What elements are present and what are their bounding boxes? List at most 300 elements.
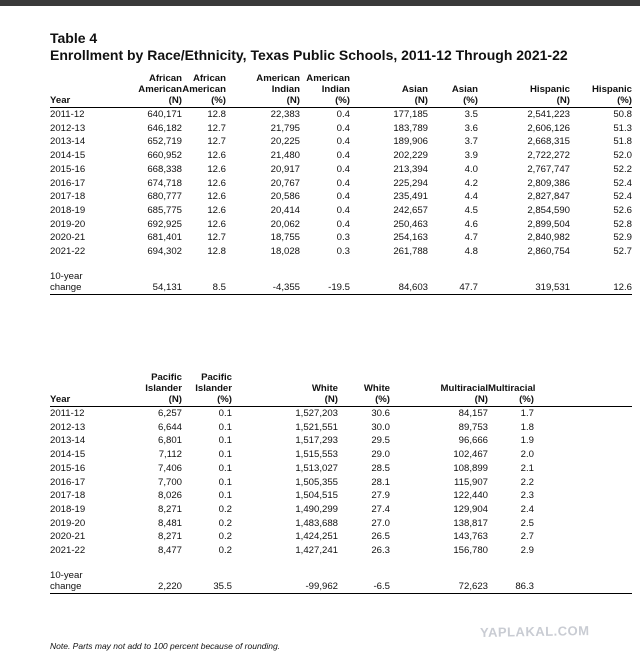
- header-line: (%): [211, 95, 226, 106]
- data-cell: 52.4: [613, 177, 632, 189]
- header-line: American: [256, 73, 300, 84]
- header-line: African: [148, 73, 182, 84]
- year-cell: 2011-12: [50, 109, 85, 120]
- data-cell: 6,257: [157, 408, 182, 419]
- data-cell: 2.7: [520, 531, 534, 543]
- table-row: [50, 177, 632, 191]
- data-cell: 254,163: [393, 232, 428, 244]
- change-value: 84,603: [350, 271, 428, 295]
- data-cell: 183,789: [393, 122, 428, 134]
- table-row: [50, 462, 632, 476]
- change-value: 47.7: [428, 271, 478, 295]
- data-cell: 129,904: [453, 503, 488, 515]
- table-row: [50, 108, 632, 122]
- table-number: Table 4: [50, 30, 98, 46]
- year-cell: 2019-20: [50, 517, 86, 529]
- header-line: (N): [168, 394, 182, 405]
- data-cell: 29.5: [371, 435, 390, 447]
- header-line: Asian: [451, 84, 478, 95]
- change-value: 54,131: [122, 271, 182, 295]
- table-row: [50, 218, 632, 232]
- table-row: [50, 245, 632, 259]
- change-row: [50, 271, 632, 295]
- table-row: [50, 476, 632, 490]
- data-cell: 235,491: [393, 191, 428, 203]
- table-row: [50, 530, 632, 544]
- data-cell: 2.1: [520, 462, 534, 474]
- data-cell: 7,700: [157, 476, 182, 488]
- data-cell: 156,780: [453, 545, 488, 557]
- year-cell: 2020-21: [50, 232, 86, 244]
- header-line: Hispanic: [592, 84, 632, 95]
- header-line: White: [311, 383, 338, 394]
- data-cell: 8,271: [157, 531, 182, 543]
- data-cell: 6,801: [157, 435, 182, 447]
- data-cell: 52.0: [613, 150, 632, 162]
- data-cell: 692,925: [147, 218, 182, 230]
- column-header: [182, 73, 226, 108]
- data-cell: 21,795: [270, 122, 300, 134]
- data-cell: 12.6: [207, 204, 226, 216]
- data-cell: 242,657: [393, 204, 428, 216]
- table-row: [50, 149, 632, 163]
- data-cell: 30.6: [371, 408, 390, 419]
- data-cell: 0.4: [336, 150, 350, 162]
- column-header: [300, 73, 350, 108]
- data-cell: 50.8: [613, 109, 632, 120]
- data-cell: 29.0: [371, 449, 390, 461]
- data-cell: 27.9: [371, 490, 390, 502]
- blank-cell: [534, 530, 632, 544]
- header-line: [350, 73, 428, 84]
- data-cell: 1.8: [520, 421, 534, 433]
- header-line: (N): [324, 394, 338, 405]
- blank-cell: [50, 558, 122, 570]
- data-cell: 18,028: [270, 246, 300, 258]
- data-cell: 20,917: [270, 163, 300, 175]
- header-line: Hispanic: [530, 84, 570, 95]
- year-cell: 2020-21: [50, 531, 86, 543]
- data-cell: 1,427,241: [295, 545, 338, 557]
- data-cell: 6,644: [157, 421, 182, 433]
- data-cell: 0.4: [336, 136, 350, 148]
- data-cell: 1.9: [520, 435, 534, 447]
- data-cell: 27.4: [371, 503, 390, 515]
- table-row: [50, 421, 632, 435]
- header-line: (%): [463, 95, 478, 106]
- data-cell: 20,062: [270, 218, 300, 230]
- watermark: YAPLAKAL.COM: [479, 623, 590, 640]
- table-title: Enrollment by Race/Ethnicity, Texas Public Schools, 2011-12 Through 2021-22: [50, 47, 568, 63]
- data-cell: 261,788: [393, 246, 428, 258]
- year-cell: 2014-15: [50, 449, 86, 461]
- data-cell: 2,722,272: [527, 150, 570, 162]
- data-cell: 1,515,553: [295, 449, 338, 461]
- data-cell: 0.3: [336, 232, 350, 244]
- data-cell: 0.4: [336, 204, 350, 216]
- data-cell: 12.6: [207, 218, 226, 230]
- data-cell: 12.6: [207, 163, 226, 175]
- change-value: -99,962: [232, 570, 338, 594]
- header-line: [428, 73, 478, 84]
- change-value: 8.5: [182, 271, 226, 295]
- data-cell: 2,899,504: [527, 218, 570, 230]
- change-value: 86.3: [488, 570, 534, 594]
- table-row: [50, 204, 632, 218]
- header-line: American: [182, 84, 226, 95]
- data-cell: 52.4: [613, 191, 632, 203]
- enrollment-table-1: [50, 73, 632, 295]
- data-cell: 12.6: [207, 177, 226, 189]
- data-cell: 2.3: [520, 490, 534, 502]
- data-cell: 20,225: [270, 136, 300, 148]
- data-cell: 52.9: [613, 232, 632, 244]
- header-line: [570, 73, 632, 84]
- spacer-row: [50, 558, 632, 570]
- data-cell: 0.1: [218, 490, 232, 502]
- change-value: -4,355: [226, 271, 300, 295]
- column-header: [122, 73, 182, 108]
- header-line: Multiracial: [440, 383, 488, 394]
- table-row: [50, 135, 632, 149]
- data-cell: 26.5: [371, 531, 390, 543]
- data-cell: 52.7: [613, 246, 632, 258]
- blank-cell: [488, 558, 534, 570]
- data-cell: 3.6: [464, 122, 478, 134]
- year-cell: 2017-18: [50, 490, 86, 502]
- table-2-header: [50, 372, 632, 407]
- data-cell: 1,505,355: [295, 476, 338, 488]
- column-header: [570, 73, 632, 108]
- data-cell: 0.3: [336, 246, 350, 258]
- data-cell: 680,777: [147, 191, 182, 203]
- data-cell: 2,606,126: [527, 122, 570, 134]
- header-line: [50, 84, 122, 95]
- top-bar: [0, 0, 640, 6]
- column-header: [226, 73, 300, 108]
- data-cell: 225,294: [393, 177, 428, 189]
- header-line: [50, 383, 122, 394]
- header-line: Year: [50, 95, 71, 106]
- data-cell: 102,467: [453, 449, 488, 461]
- header-line: American: [138, 84, 182, 95]
- data-cell: 2.9: [520, 545, 534, 557]
- header-line: Year: [50, 394, 71, 405]
- table-row: [50, 163, 632, 177]
- blank-cell: [182, 558, 232, 570]
- data-cell: 122,440: [453, 490, 488, 502]
- header-line: African: [192, 73, 226, 84]
- data-cell: 3.9: [464, 150, 478, 162]
- data-cell: 52.2: [613, 163, 632, 175]
- header-line: Multiracial: [488, 383, 536, 394]
- table-1-header: [50, 73, 632, 108]
- year-cell: 2011-12: [50, 408, 85, 419]
- data-cell: 3.5: [464, 109, 478, 120]
- data-cell: 51.8: [613, 136, 632, 148]
- data-cell: 2,827,847: [527, 191, 570, 203]
- table-1-body: [50, 108, 632, 295]
- data-cell: 681,401: [147, 232, 182, 244]
- change-value: 319,531: [478, 271, 570, 295]
- column-header: [428, 73, 478, 108]
- data-cell: 0.4: [336, 218, 350, 230]
- data-cell: 2.2: [520, 476, 534, 488]
- data-cell: 660,952: [147, 150, 182, 162]
- blank-cell: [232, 558, 338, 570]
- data-cell: 1,490,299: [295, 503, 338, 515]
- data-cell: 0.2: [218, 545, 232, 557]
- data-cell: 12.6: [207, 191, 226, 203]
- data-cell: 1,483,688: [295, 517, 338, 529]
- header-line: (N): [474, 394, 488, 405]
- data-cell: 26.3: [371, 545, 390, 557]
- data-cell: 52.8: [613, 218, 632, 230]
- data-cell: 27.0: [371, 517, 390, 529]
- year-cell: 2019-20: [50, 218, 86, 230]
- data-cell: 4.2: [464, 177, 478, 189]
- year-header: [50, 372, 122, 407]
- data-cell: 694,302: [147, 246, 182, 258]
- data-cell: 138,817: [453, 517, 488, 529]
- data-cell: 1.7: [520, 408, 534, 419]
- data-cell: 0.1: [218, 462, 232, 474]
- header-line: Islander: [145, 383, 182, 394]
- column-header: [390, 372, 488, 407]
- header-line: Indian: [271, 84, 300, 95]
- table-2-body: [50, 407, 632, 594]
- blank-cell: [338, 558, 390, 570]
- data-cell: 213,394: [393, 163, 428, 175]
- change-value: 35.5: [182, 570, 232, 594]
- year-cell: 2017-18: [50, 191, 86, 203]
- header-line: (N): [556, 95, 570, 106]
- data-cell: 115,907: [454, 476, 488, 488]
- data-cell: 12.8: [207, 246, 226, 258]
- year-cell: 2016-17: [50, 177, 86, 189]
- data-cell: 18,755: [270, 232, 300, 244]
- blank-cell: [122, 259, 182, 271]
- year-cell: 2018-19: [50, 204, 86, 216]
- blank-cell: [534, 544, 632, 558]
- data-cell: 3.7: [464, 136, 478, 148]
- data-cell: 4.5: [464, 204, 478, 216]
- data-cell: 2,809,386: [527, 177, 570, 189]
- data-cell: 2.5: [520, 517, 534, 529]
- data-cell: 0.1: [218, 421, 232, 433]
- header-line: (%): [217, 394, 232, 405]
- header-line: Indian: [321, 84, 350, 95]
- blank-cell: [182, 259, 226, 271]
- data-cell: 0.4: [336, 177, 350, 189]
- header-row: [50, 73, 632, 108]
- header-line: White: [363, 383, 390, 394]
- change-value: 72,623: [390, 570, 488, 594]
- year-cell: 2014-15: [50, 150, 86, 162]
- blank-cell: [390, 558, 488, 570]
- header-line: Islander: [195, 383, 232, 394]
- data-cell: 0.1: [218, 408, 232, 419]
- data-cell: 250,463: [393, 218, 428, 230]
- header-line: [232, 372, 338, 383]
- data-cell: 21,480: [270, 150, 300, 162]
- header-line: (%): [335, 95, 350, 106]
- data-cell: 0.2: [218, 517, 232, 529]
- data-cell: 12.7: [207, 232, 226, 244]
- data-cell: 2.0: [520, 449, 534, 461]
- table-row: [50, 434, 632, 448]
- column-header: [350, 73, 428, 108]
- blank-cell: [534, 517, 632, 531]
- data-cell: 7,406: [157, 462, 182, 474]
- data-cell: 4.4: [464, 191, 478, 203]
- data-cell: 8,271: [157, 503, 182, 515]
- header-line: American: [306, 73, 350, 84]
- blank-header: [534, 372, 632, 407]
- change-row: [50, 570, 632, 594]
- data-cell: 1,517,293: [295, 435, 338, 447]
- data-cell: 7,112: [158, 449, 182, 461]
- header-line: Pacific: [151, 372, 182, 383]
- change-label: [50, 570, 122, 594]
- data-cell: 0.4: [336, 191, 350, 203]
- blank-cell: [350, 259, 428, 271]
- data-cell: 28.1: [371, 476, 390, 488]
- spacer-row: [50, 259, 632, 271]
- column-header: [122, 372, 182, 407]
- change-value: -19.5: [300, 271, 350, 295]
- blank-cell: [226, 259, 300, 271]
- blank-cell: [300, 259, 350, 271]
- data-cell: 30.0: [371, 421, 390, 433]
- table-row: [50, 489, 632, 503]
- table-row: [50, 544, 632, 558]
- data-cell: 0.2: [218, 531, 232, 543]
- data-cell: 2,668,315: [527, 136, 570, 148]
- data-cell: 2.4: [520, 503, 534, 515]
- year-cell: 2021-22: [50, 246, 86, 258]
- header-line: (%): [375, 394, 390, 405]
- header-line: [338, 372, 390, 383]
- year-cell: 2021-22: [50, 545, 86, 557]
- data-cell: 0.4: [336, 163, 350, 175]
- year-cell: 2013-14: [50, 136, 86, 148]
- data-cell: 8,026: [157, 490, 182, 502]
- data-cell: 96,666: [458, 435, 488, 447]
- data-cell: 28.5: [371, 462, 390, 474]
- year-cell: 2015-16: [50, 462, 86, 474]
- data-cell: 2,840,982: [527, 232, 570, 244]
- data-cell: 51.3: [613, 122, 632, 134]
- header-line: Asian: [401, 84, 428, 95]
- data-cell: 2,854,590: [527, 204, 570, 216]
- blank-cell: [534, 421, 632, 435]
- data-cell: 52.6: [613, 204, 632, 216]
- data-cell: 1,513,027: [295, 462, 338, 474]
- header-line: (N): [414, 95, 428, 106]
- data-cell: 89,753: [458, 421, 488, 433]
- change-label: [50, 271, 122, 295]
- change-label-line: 10-year: [50, 270, 83, 282]
- table-row: [50, 503, 632, 517]
- table-row: [50, 407, 632, 421]
- data-cell: 12.8: [207, 109, 226, 120]
- year-header: [50, 73, 122, 108]
- data-cell: 668,338: [147, 163, 182, 175]
- data-cell: 685,775: [147, 204, 182, 216]
- data-cell: 4.0: [464, 163, 478, 175]
- column-header: [182, 372, 232, 407]
- blank-cell: [534, 407, 632, 421]
- change-label-line: change: [50, 580, 82, 592]
- change-value: -6.5: [338, 570, 390, 594]
- blank-cell: [570, 259, 632, 271]
- blank-cell: [50, 259, 122, 271]
- change-value: 12.6: [570, 271, 632, 295]
- data-cell: 4.8: [464, 246, 478, 258]
- year-cell: 2015-16: [50, 163, 86, 175]
- year-cell: 2016-17: [50, 476, 86, 488]
- data-cell: 0.2: [218, 503, 232, 515]
- data-cell: 2,767,747: [527, 163, 570, 175]
- header-line: [390, 372, 488, 383]
- data-cell: 1,504,515: [295, 490, 338, 502]
- data-cell: 1,527,203: [295, 408, 338, 419]
- blank-cell: [534, 448, 632, 462]
- header-line: [50, 73, 122, 84]
- blank-cell: [534, 503, 632, 517]
- data-cell: 22,383: [270, 109, 300, 120]
- data-cell: 652,719: [147, 136, 182, 148]
- blank-cell: [428, 259, 478, 271]
- change-label-line: change: [50, 281, 82, 293]
- data-cell: 108,899: [453, 462, 488, 474]
- column-header: [232, 372, 338, 407]
- table-row: [50, 122, 632, 136]
- header-line: Pacific: [201, 372, 232, 383]
- data-cell: 0.1: [218, 476, 232, 488]
- data-cell: 2,860,754: [527, 246, 570, 258]
- header-line: [478, 73, 570, 84]
- data-cell: 20,767: [270, 177, 300, 189]
- data-cell: 8,481: [157, 517, 182, 529]
- blank-cell: [478, 259, 570, 271]
- data-cell: 0.1: [218, 435, 232, 447]
- data-cell: 4.6: [464, 218, 478, 230]
- data-cell: 12.6: [207, 150, 226, 162]
- header-line: [50, 372, 122, 383]
- blank-cell: [534, 462, 632, 476]
- data-cell: 1,521,551: [295, 421, 338, 433]
- change-label-line: 10-year: [50, 569, 83, 581]
- blank-cell: [534, 570, 632, 594]
- footnote: Note. Parts may not add to 100 percent because of rounding.: [50, 641, 281, 651]
- year-cell: 2012-13: [50, 122, 86, 134]
- data-cell: 12.7: [207, 122, 226, 134]
- data-cell: 646,182: [147, 122, 182, 134]
- year-cell: 2012-13: [50, 421, 86, 433]
- header-line: (%): [617, 95, 632, 106]
- data-cell: 202,229: [393, 150, 428, 162]
- data-cell: 4.7: [464, 232, 478, 244]
- header-line: (N): [168, 95, 182, 106]
- table-row: [50, 190, 632, 204]
- table-row: [50, 517, 632, 531]
- data-cell: 84,157: [458, 408, 488, 419]
- data-cell: 1,424,251: [295, 531, 338, 543]
- blank-cell: [122, 558, 182, 570]
- header-row: [50, 372, 632, 407]
